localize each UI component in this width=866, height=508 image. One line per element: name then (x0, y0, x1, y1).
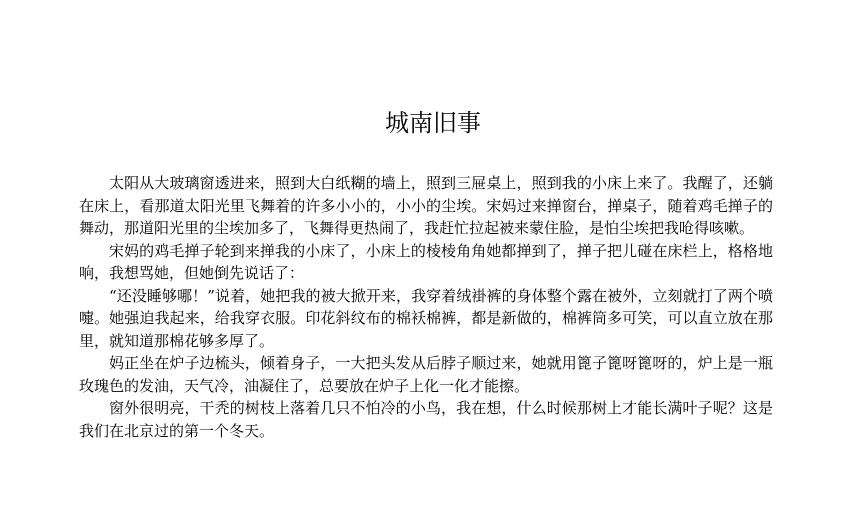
paragraph: “还没睡够哪！”说着，她把我的被大掀开来，我穿着绒褂裤的身体整个露在被外，立刻就打了两个喷嚏。她强迫我起来，给我穿衣服。印花斜纹布的棉袄棉裤，都是新做的，棉裤筒多可笑，可以直立放在那里，就知道那棉花够多厚了。 (79, 286, 773, 350)
paragraph: 宋妈的鸡毛掸子轮到来掸我的小床了，小床上的棱棱角角她都掸到了，掸子把儿碰在床栏上，格格地响，我想骂她，但她倒先说话了： (79, 241, 773, 282)
paragraph: 妈正坐在炉子边梳头，倾着身子，一大把头发从后脖子顺过来，她就用篦子篦呀篦呀的，炉上是一瓶玫瑰色的发油，天气冷，油凝住了，总要放在炉子上化一化才能擦。 (79, 354, 773, 395)
document-title: 城南旧事 (385, 109, 481, 137)
paragraph: 窗外很明亮，干秃的树枝上落着几只不怕冷的小鸟，我在想，什么时候那树上才能长满叶子呢？这是我们在北京过的第一个冬天。 (79, 399, 773, 440)
document-body (79, 172, 773, 442)
paragraph: 太阳从大玻璃窗透进来，照到大白纸糊的墙上，照到三屉桌上，照到我的小床上来了。我醒了，还躺在床上，看那道太阳光里飞舞着的许多小小的，小小的尘埃。宋妈过来掸窗台，掸桌子，随着鸡毛掸子的舞动，那道阳光里的尘埃加多了，飞舞得更热闹了，我赶忙拉起被来蒙住脸，是怕尘埃把我呛得咳嗽。 (79, 174, 773, 237)
